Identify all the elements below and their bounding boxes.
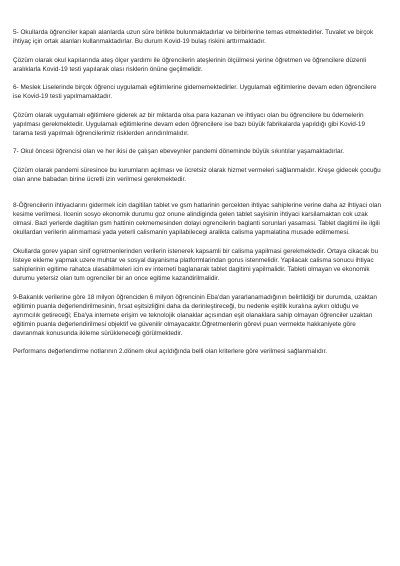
paragraph-solution-7: Çözüm olarak pandemi süresince bu kurumların açılması ve ücretsiz olarak hizmet vermeleri sağlanmalıdır. Kreşe gidecek çocuğu olan anne babadan birine ücretli izin verilmesi gerekmektedir. bbox=[13, 166, 381, 183]
paragraph-item-9: 9-Bakanlık verilerine göre 18 milyon öğrenciden 6 milyon öğrencinin Eba'dan yararlanamadığının belirtildiği bir durumda, uzaktan eğitimin puanla değerlendirilmesinin, fırsat eşitsizliğini daha da derinleştireceği, bu nedenle eşitlik kuralına aykırı olduğu ve ayrımcılık getireceği; Eba'ya internete erişim ve teknolojik olanaklar açısından eşit olanaklara sahip olmayan öğrenciler uzaktan eğitimin puanla değerlendirilmesi objektif ve güvenilir olmayacaktır.Öğretmenlerin görevi puan vermekte hakkaniyete göre davranmak konusunda ikileme sürükleneceği görülmektedir. bbox=[13, 293, 377, 337]
paragraph-item-8: 8-Öğrencilerin ihtiyaclarını gidermek icin dagitilan tablet ve gsm hatlarinin gercekten ihtiyac sahiplerine verine daha az ihtiyaci olan kesime verilmesi. Ilcenin sosyo ekonomik durumu goz onune alindiginda gelen tablet sayisinin ihtiyaci karsilamaktan cok uzak olmasi. Bazi yerlerde dagitilan gsm hattinin cekmemesinden dolayi ogrencilerin baglanti sorunlari yasamasi. Tablet dagitimi ile ilgili okullardan verilerin alinmamasi yada yeterli calismanin yapilabilecegi aralikta calisma yapmalatina musade edilmemesi. bbox=[13, 202, 382, 237]
paragraph-solution-8: Okullarda gorev yapan sinif ogretmenlerinden verilerin istenerek kapsamli bir calisma yapilmasi gerekmektedir. Ortaya cikacak bu listeye ekleme yapmak uzere muhtar ve sosyal dayanisma platformlarindan gorus istenmelidir. Yapilacak calisma sonucu ihtiyac sahiplerinin egitime rahatca ulasabilmeleri icin ev interneti baglanarak tablet dagitimi yapilmalidir. Tableti olmayan ve ekonomik durumu yetersiz olan tum ogrenciler bir an once egitime kazandirilmalidir. bbox=[13, 247, 379, 283]
paragraph-item-7: 7- Okul öncesi öğrencisi olan ve her ikisi de çalışan ebeveynler pandemi döneminde büyük sıkıntılar yaşamaktadırlar. bbox=[13, 148, 345, 156]
paragraph-item-6: 6- Meslek Liselerinde birçok öğrenci uygulamalı eğitimlerine gidememektedirler. Uygulamalı eğitimlerine devam eden öğrencilere ise Kovid-19 testi yapılmamaktadır. bbox=[13, 84, 377, 101]
paragraph-item-5: 5- Okullarda öğrenciler kapalı alanlarda uzun süre birlikte bulunmaktadırlar ve birbirlerine temas etmektedirler. Tuvalet ve birçok ihtiyaç için ortak alanları kullanmaktadırlar. Bu durum Kovid-19 bulaş riskini arttırmaktadır. bbox=[13, 29, 374, 46]
paragraph-solution-5: Çözüm olarak okul kapılarında ateş ölçer yardımı ile öğrencilerin ateşlerinin ölçülmesi yerine öğretmen ve öğrencilere düzenli aralıklarla Kovid-19 testi yapılarak olası risklerin önüne geçilmelidir. bbox=[13, 56, 367, 73]
paragraph-solution-6: Çözüm olarak uygulamalı eğitimlere giderek az bir miktarda olsa para kazanan ve ihtiyacı olan bu öğrencilere bu ödemelerin yapılması gerekmektedir. Uygulamalı eğitimlerine devam eden öğrencilere ise bazı büyük fabrikalarda yapıldığı gibi Kovid-19 tarama testi yapılmalı öğrencilerimiz risklerden arındırılmalıdır. bbox=[13, 111, 366, 137]
paragraph-solution-9: Performans değerlendirme notlarının 2.dönem okul açıldığında belli olan kriterlere göre verilmesi sağlanmalıdır. bbox=[13, 348, 328, 356]
